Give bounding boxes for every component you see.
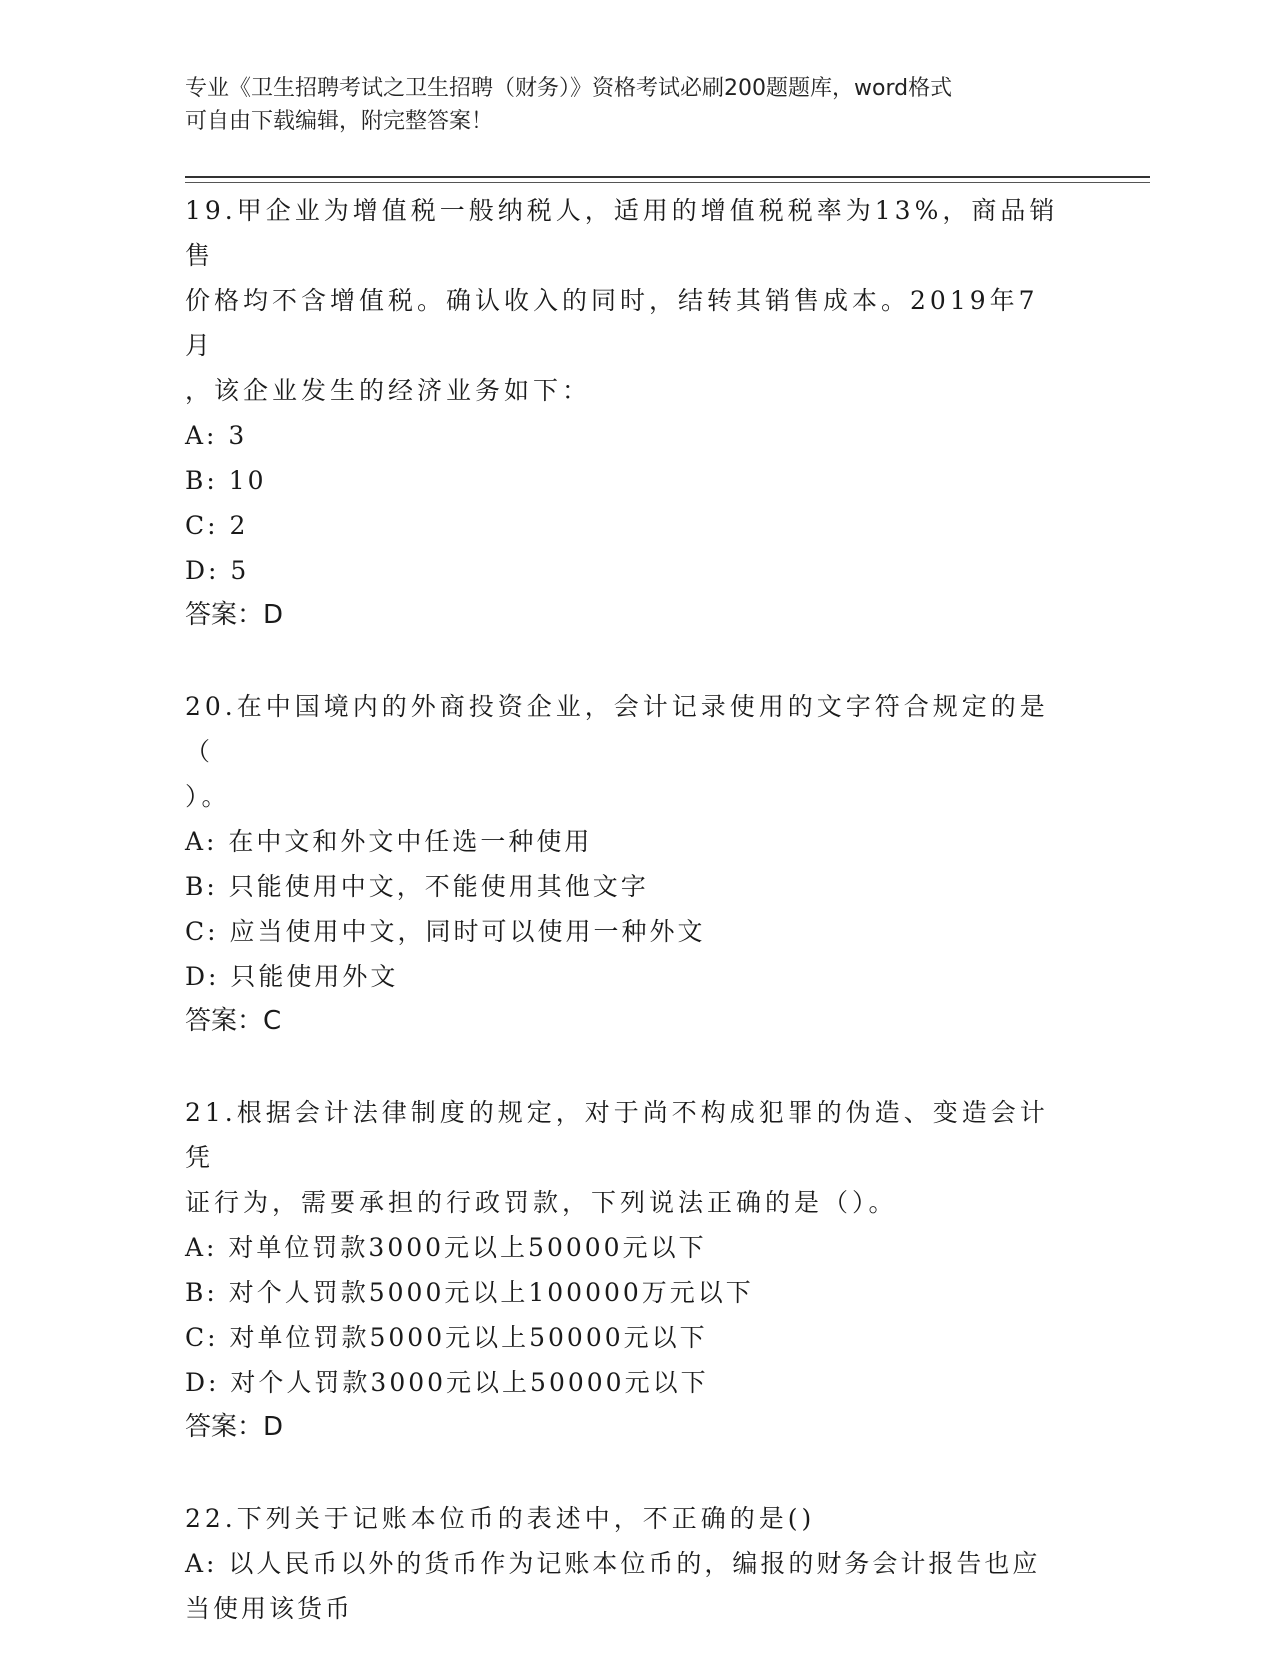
question-title-line: 20.在中国境内的外商投资企业，会计记录使用的文字符合规定的是（ bbox=[185, 692, 1049, 766]
question-21 bbox=[185, 1090, 1065, 1450]
option-a: A: 在中文和外文中任选一种使用 bbox=[185, 827, 593, 856]
option-d: D: 5 bbox=[185, 556, 250, 585]
question-title-line: ）。 bbox=[185, 782, 231, 811]
question-title-line: 价格均不含增值税。确认收入的同时，结转其销售成本。2019年7月 bbox=[185, 286, 1039, 360]
question-list bbox=[185, 188, 1065, 1677]
option-d: D: 对个人罚款3000元以上50000元以下 bbox=[185, 1368, 709, 1397]
question-20 bbox=[185, 684, 1065, 1044]
answer-label: 答案：C bbox=[185, 1006, 282, 1036]
option-b: B: 对个人罚款5000元以上100000万元以下 bbox=[185, 1278, 754, 1307]
header-divider-thin bbox=[185, 182, 1150, 183]
option-b: B: 只能使用中文，不能使用其他文字 bbox=[185, 872, 649, 901]
option-a-continued: 当使用该货币 bbox=[185, 1594, 354, 1623]
header-line-1: 专业《卫生招聘考试之卫生招聘（财务）》资格考试必刷200题题库，word格式 bbox=[185, 76, 953, 101]
question-title-line: ，该企业发生的经济业务如下： bbox=[185, 376, 592, 405]
question-19 bbox=[185, 188, 1065, 638]
option-c: C: 2 bbox=[185, 511, 249, 540]
header-divider-thick bbox=[185, 176, 1150, 178]
question-title-line: 证行为，需要承担的行政罚款，下列说法正确的是（）。 bbox=[185, 1188, 898, 1217]
header-line-2: 可自由下载编辑，附完整答案！ bbox=[185, 109, 494, 134]
option-d: D: 只能使用外文 bbox=[185, 962, 399, 991]
question-title-line: 22.下列关于记账本位币的表述中，不正确的是() bbox=[185, 1504, 816, 1533]
document-header bbox=[185, 72, 1065, 138]
question-title-line: 19.甲企业为增值税一般纳税人，适用的增值税税率为13%，商品销售 bbox=[185, 196, 1059, 270]
question-22 bbox=[185, 1496, 1065, 1631]
option-a: A: 3 bbox=[185, 421, 248, 450]
question-title-line: 21.根据会计法律制度的规定，对于尚不构成犯罪的伪造、变造会计凭 bbox=[185, 1098, 1049, 1172]
option-b: B: 10 bbox=[185, 466, 267, 495]
option-a: A: 以人民币以外的货币作为记账本位币的，编报的财务会计报告也应 bbox=[185, 1549, 1041, 1578]
option-c: C: 对单位罚款5000元以上50000元以下 bbox=[185, 1323, 708, 1352]
option-a: A: 对单位罚款3000元以上50000元以下 bbox=[185, 1233, 707, 1262]
option-c: C: 应当使用中文，同时可以使用一种外文 bbox=[185, 917, 706, 946]
answer-label: 答案：D bbox=[185, 600, 284, 630]
answer-label: 答案：D bbox=[185, 1412, 284, 1442]
